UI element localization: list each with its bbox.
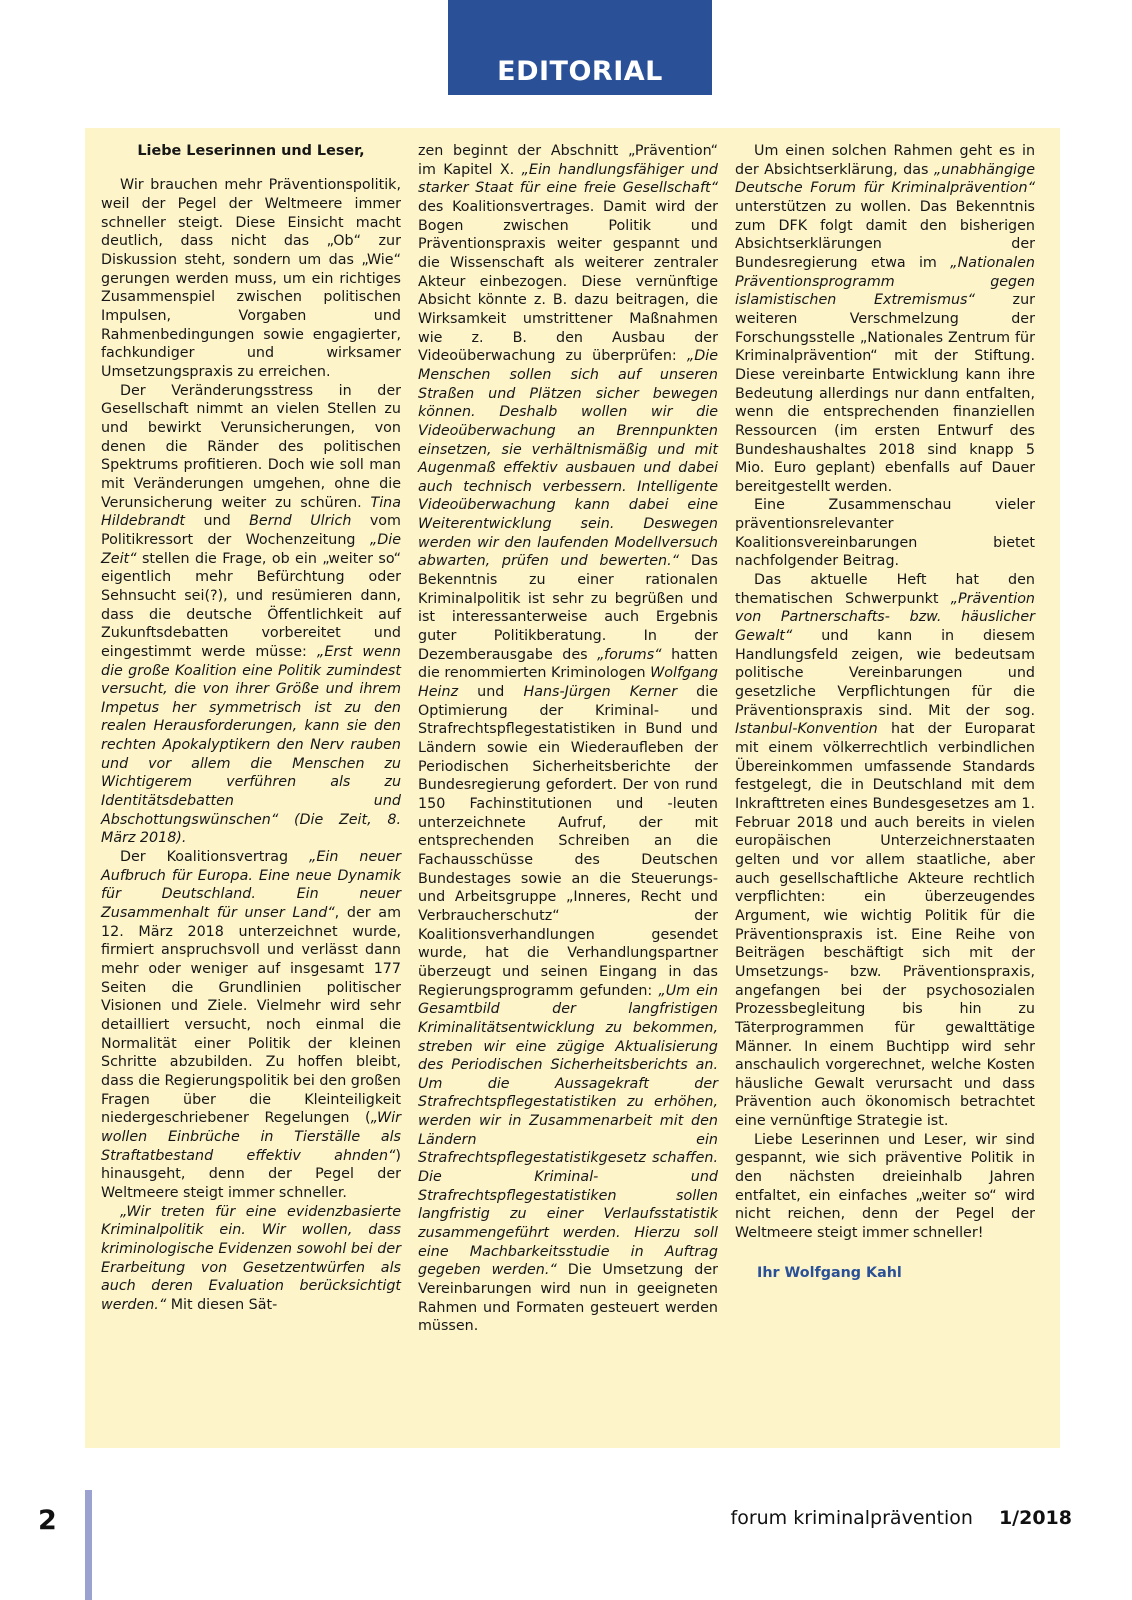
salutation: Liebe Leserinnen und Leser,: [137, 143, 365, 159]
issue-number: 1/2018: [998, 1507, 1072, 1529]
paragraph-5: zen beginnt der Abschnitt „Prävention“ im Kapitel X. „Ein handlungsfähiger und starker Staat für eine freie Gesellschaft“ des Koalitionsvertrages. Damit wird der Bogen zwischen Politik und Präventionspraxis weiter gespannt und die Wissenschaft als weiterer zentraler Akteur einbezogen. Diese vernünftige Absicht könnte z. B. dazu beitragen, die Wirksamkeit umstrittener Maßnahmen wie z. B. den Ausbau der Videoüberwachung zu überprüfen: „Die Menschen sollen sich auf unseren Straßen und Plätzen sicher bewegen können. Deshalb wollen wir die Videoüberwachung an Brennpunkten einsetzen, sie verhältnismäßig und mit Augenmaß effektiv ausbauen und dabei auch technisch verbessern. Intelligente Videoüberwachung kann dabei eine Weiterentwicklung sein. Deswegen werden wir den laufenden Modellversuch abwarten, prüfen und bewerten.“ Das Bekenntnis zu einer rationalen Kriminalpolitik ist sehr zu begrüßen und ist interessanterweise auch Ergebnis guter Politikberatung. In der Dezemberausgabe des „forums“ hatten die renommierten Kriminologen Wolfgang Heinz und Hans-Jürgen Kerner die Optimierung der Kriminal- und Strafrechtspflegestatistiken in Bund und Ländern sowie ein Wiederaufleben der Periodischen Sicherheitsberichte der Bundesregierung gefordert. Der von rund 150 Fachinstitutionen und -leuten unterzeichnete Aufruf, der mit entsprechenden Schreiben an die Fachausschüsse des Deutschen Bundestages sowie an die Steuerungs- und Arbeitsgruppe „Inneres, Recht und Verbraucherschutz“ der Koalitionsverhandlungen gesendet wurde, hat die Verhandlungspartner überzeugt und seinen Eingang in das Regierungsprogramm gefunden: „Um ein Gesamtbild der langfristigen Kriminalitätsentwicklung zu bekommen, streben wir eine zügige Aktualisierung des Periodischen Sicherheitsberichts an. Um die Aussagekraft der Strafrechtspflegestatistiken zu erhöhen, werden wir in Zusammenarbeit mit den Ländern ein Strafrechtspflegestatistikgesetz schaffen. Die Kriminal- und Strafrechtspflegestatistiken sollen langfristig zu einer Verlaufsstatistik zusammengeführt werden. Hierzu soll eine Machbarkeitsstudie in Auftrag gegeben werden.“ Die Umsetzung der Vereinbarungen wird nun in geeigneten Rahmen und Formaten gesteuert werden müssen.: [418, 143, 718, 1335]
page-footer: [0, 1485, 1132, 1600]
paragraph-9: Liebe Leserinnen und Leser, wir sind gespannt, wie sich präventive Politik in den nächsten dreieinhalb Jahren entfaltet, ein einfaches „weiter so“ wird nicht reichen, denn der Pegel der Weltmeere steigt immer schneller!: [735, 1131, 1035, 1242]
footer-publication-info: [731, 1507, 1073, 1529]
paragraph-7: Eine Zusammenschau vieler präventionsrelevanter Koalitionsvereinbarungen bietet nachfolgender Beitrag.: [735, 497, 1035, 570]
article-columns: [101, 142, 1044, 1438]
paragraph-3: Der Koalitionsvertrag „Ein neuer Aufbruch für Europa. Eine neue Dynamik für Deutschland. Ein neuer Zusammenhalt für unser Land“, der am 12. März 2018 unterzeichnet wurde, firmiert anspruchsvoll und verlässt dann mehr oder weniger auf insgesamt 177 Seiten die Grundlinien politischer Visionen und Ziele. Vielmehr wird sehr detailliert versucht, noch einmal die Normalität einer Politik der kleinen Schritte abzubilden. Zu hoffen bleibt, dass die Regierungspolitik bei den großen Fragen über die Kleinteiligkeit niedergeschriebener Regelungen („Wir wollen Einbrüche in Tierställe als Straftatbestand effektiv ahnden“) hinausgeht, denn der Pegel der Weltmeere steigt immer schneller.: [101, 849, 401, 1201]
footer-accent-rule: [85, 1490, 92, 1600]
author-signature: Ihr Wolfgang Kahl: [757, 1264, 902, 1281]
editorial-header-banner: [448, 0, 712, 95]
editorial-article-panel: [85, 128, 1060, 1448]
paragraph-1: Wir brauchen mehr Präventionspolitik, weil der Pegel der Weltmeere immer schneller steigt. Diese Einsicht macht deutlich, dass nicht das „Ob“ zur Diskussion steht, sondern um das „Wie“ gerungen werden muss, um ein richtiges Zusammenspiel zwischen politischen Impulsen, Vorgaben und Rahmenbedingungen sowie engagierter, fachkundiger und wirksamer Umsetzungspraxis zu erreichen.: [101, 177, 401, 380]
paragraph-4: „Wir treten für eine evidenzbasierte Kriminalpolitik ein. Wir wollen, dass kriminologische Evidenzen sowohl bei der Erarbeitung von Gesetzentwürfen als auch deren Evaluation berücksichtigt werden.“ Mit diesen Sät-: [101, 1203, 401, 1313]
page-title: EDITORIAL: [497, 56, 663, 87]
publication-name: forum kriminalprävention: [730, 1507, 973, 1529]
paragraph-8: Das aktuelle Heft hat den thematischen Schwerpunkt „Prävention von Partnerschafts- bzw. häuslicher Gewalt“ und kann in diesem Handlungsfeld zeigen, wie bedeutsam politische Vereinbarungen und gesetzliche Verpflichtungen für die Präventionspraxis sind. Mit der sog. Istanbul-Konvention hat der Europarat mit einem völkerrechtlich verbindlichen Übereinkommen umfassende Standards festgelegt, die in Deutschland mit dem Inkrafttreten eines Bundesgesetzes am 1. Februar 2018 und auch bereits in vielen europäischen Unterzeichnerstaaten gelten und vor allem staatliche, aber auch gesellschaftliche Akteure rechtlich verpflichten: ein überzeugendes Argument, wie wichtig Politik für die Präventionspraxis ist. Eine Reihe von Beiträgen beschäftigt sich mit der Umsetzungs- bzw. Präventionspraxis, angefangen bei der psychosozialen Prozessbegleitung bis hin zu Täterprogrammen für gewalttätige Männer. In einem Buchtipp wird sehr anschaulich vorgerechnet, welche Kosten häusliche Gewalt verursacht und dass Prävention auch ökonomisch betrachtet eine vernünftige Strategie ist.: [735, 572, 1035, 1130]
paragraph-2: Der Veränderungsstress in der Gesellschaft nimmt an vielen Stellen zu und bewirkt Verunsicherungen, von denen die Ränder des politischen Spektrums profitieren. Doch wie soll man mit Veränderungen umgehen, ohne die Verunsicherung weiter zu schüren. Tina Hildebrandt und Bernd Ulrich vom Politikressort der Wochenzeitung „Die Zeit“ stellen die Frage, ob ein „weiter so“ eigentlich mehr Befürchtung oder Sehnsucht sei(?), und resümieren dann, dass die deutsche Öffentlichkeit auf Zukunftsdebatten vorbereitet und eingestimmt werde müsse: „Erst wenn die große Koalition eine Politik zumindest versucht, die von ihrer Größe und ihrem Impetus her symmetrisch ist zu den realen Herausforderungen, kann sie den rechten Apokalyptikern den Nerv rauben und vor allem die Menschen zu Wichtigerem verführen als zu Identitätsdebatten und Abschottungswünschen“ (Die Zeit, 8. März 2018).: [101, 382, 401, 847]
paragraph-6: Um einen solchen Rahmen geht es in der Absichtserklärung, das „unabhängige Deutsche Forum für Kriminalprävention“ unterstützen zu wollen. Das Bekenntnis zum DFK folgt damit den bisherigen Absichtserklärungen der Bundesregierung etwa im „Nationalen Präventionsprogramm gegen islamistischen Extremismus“ zur weiteren Verschmelzung der Forschungsstelle „Nationales Zentrum für Kriminalprävention“ mit der Stiftung. Diese vereinbarte Entwicklung kann ihre Bedeutung allerdings nur dann entfalten, wenn die entsprechenden finanziellen Ressourcen (im ersten Entwurf des Bundeshaushaltes 2018 sind knapp 5 Mio. Euro geplant) ebenfalls auf Dauer bereitgestellt werden.: [735, 143, 1036, 495]
text-column-3: [735, 142, 1035, 1438]
page-number: 2: [38, 1505, 57, 1536]
text-column-2: [418, 142, 718, 1438]
text-column-1: [101, 142, 401, 1438]
